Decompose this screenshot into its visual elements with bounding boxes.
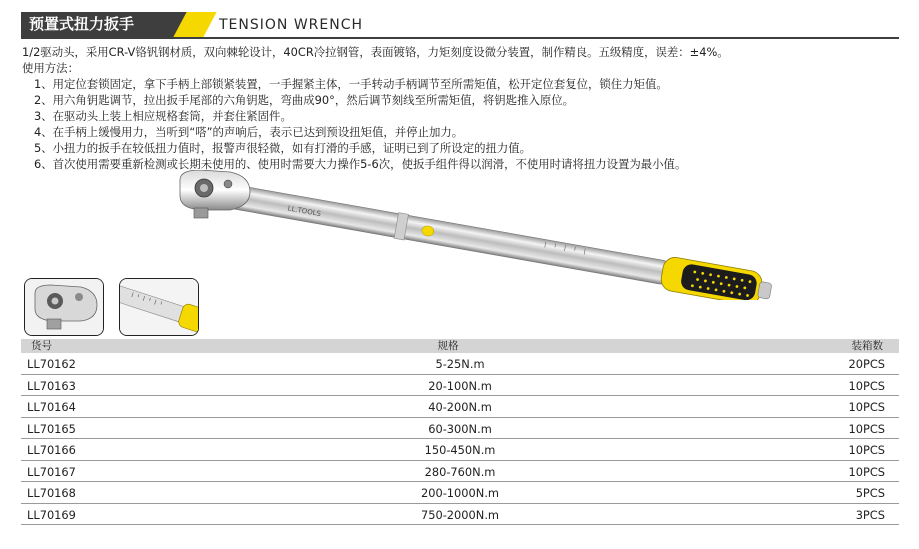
- section-title-english: TENSION WRENCH: [219, 17, 364, 33]
- description-text: 1/2驱动头，采用CR-V铬钒钢材质，双向棘轮设计，40CR冷拉钢管，表面镀铬，力矩刻度设微分装置，制作精良。五级精度，误差：±4%。: [22, 45, 729, 59]
- cell-model: LL70169: [27, 507, 76, 522]
- cell-spec: 200-1000N.m: [420, 486, 500, 500]
- cell-spec: 5-25N.m: [435, 357, 485, 371]
- usage-steps: [22, 76, 902, 172]
- usage-step: 2、用六角钥匙调节，拉出扳手尾部的六角钥匙，弯曲成90°，然后调节刻线至所需矩值，将钥匙推入原位。: [34, 93, 575, 107]
- cell-model: LL70164: [27, 400, 76, 414]
- header-qty: 装箱数: [851, 340, 883, 352]
- cell-spec: 280-760N.m: [424, 464, 496, 479]
- cell-spec: 750-2000N.m: [420, 507, 500, 522]
- table-row: [21, 461, 899, 483]
- cell-model: LL70167: [27, 464, 76, 479]
- cell-qty: 10PCS: [848, 464, 885, 479]
- cell-spec: 60-300N.m: [428, 421, 492, 436]
- cell-qty: 5PCS: [855, 486, 885, 500]
- header-spec: 规格: [437, 340, 459, 352]
- table-row: [21, 439, 899, 461]
- handle-scale-detail-image: [119, 278, 199, 336]
- table-row: [21, 353, 899, 375]
- table-row: [21, 396, 899, 418]
- usage-step: 4、在手柄上缓慢用力，当听到“嗒”的声响后，表示已达到预设扭矩值，并停止加力。: [34, 125, 464, 139]
- header-divider: [21, 37, 899, 39]
- section-header: [0, 0, 919, 44]
- table-row: [21, 482, 899, 504]
- cell-model: LL70163: [27, 378, 76, 393]
- cell-qty: 10PCS: [848, 421, 885, 436]
- table-row: [21, 375, 899, 397]
- section-title: 预置式扭力扳手: [21, 12, 188, 37]
- cell-qty: 10PCS: [848, 443, 885, 457]
- usage-step: 6、首次使用需要重新检测或长期未使用的、使用时需要大力操作5-6次，使扳手组件得以润滑，不使用时请将扭力设置为最小值。: [34, 157, 687, 171]
- cell-qty: 3PCS: [855, 507, 885, 522]
- usage-step: 3、在驱动头上装上相应规格套筒，并套住紧固件。: [34, 109, 292, 123]
- header-model: 货号: [31, 340, 52, 352]
- cell-spec: 40-200N.m: [428, 400, 492, 414]
- table-header: [21, 339, 899, 353]
- cell-qty: 10PCS: [848, 378, 885, 393]
- cell-qty: 10PCS: [848, 400, 885, 414]
- product-description: [22, 44, 902, 172]
- cell-spec: 150-450N.m: [424, 443, 496, 457]
- torque-wrench-image: [170, 170, 810, 300]
- usage-step: 5、小扭力的扳手在较低扭力值时，报警声很轻微，如有打滑的手感，证明已到了所设定的扭力值。: [34, 141, 532, 155]
- cell-model: LL70168: [27, 486, 76, 500]
- spec-table: [21, 339, 899, 525]
- svg-text:LL.TOOLS: LL.TOOLS: [287, 204, 322, 219]
- cell-qty: 20PCS: [848, 357, 885, 371]
- cell-model: LL70162: [27, 357, 76, 371]
- ratchet-head-detail-image: [24, 278, 104, 336]
- cell-model: LL70166: [27, 443, 76, 457]
- table-row: [21, 418, 899, 440]
- usage-label: 使用方法：: [22, 61, 79, 75]
- usage-step: 1、用定位套锁固定，拿下手柄上部锁紧装置，一手握紧主体，一手转动手柄调节至所需矩值，松开定位套复位，锁住力矩值。: [34, 77, 668, 91]
- table-row: [21, 504, 899, 526]
- cell-model: LL70165: [27, 421, 76, 436]
- cell-spec: 20-100N.m: [428, 378, 492, 393]
